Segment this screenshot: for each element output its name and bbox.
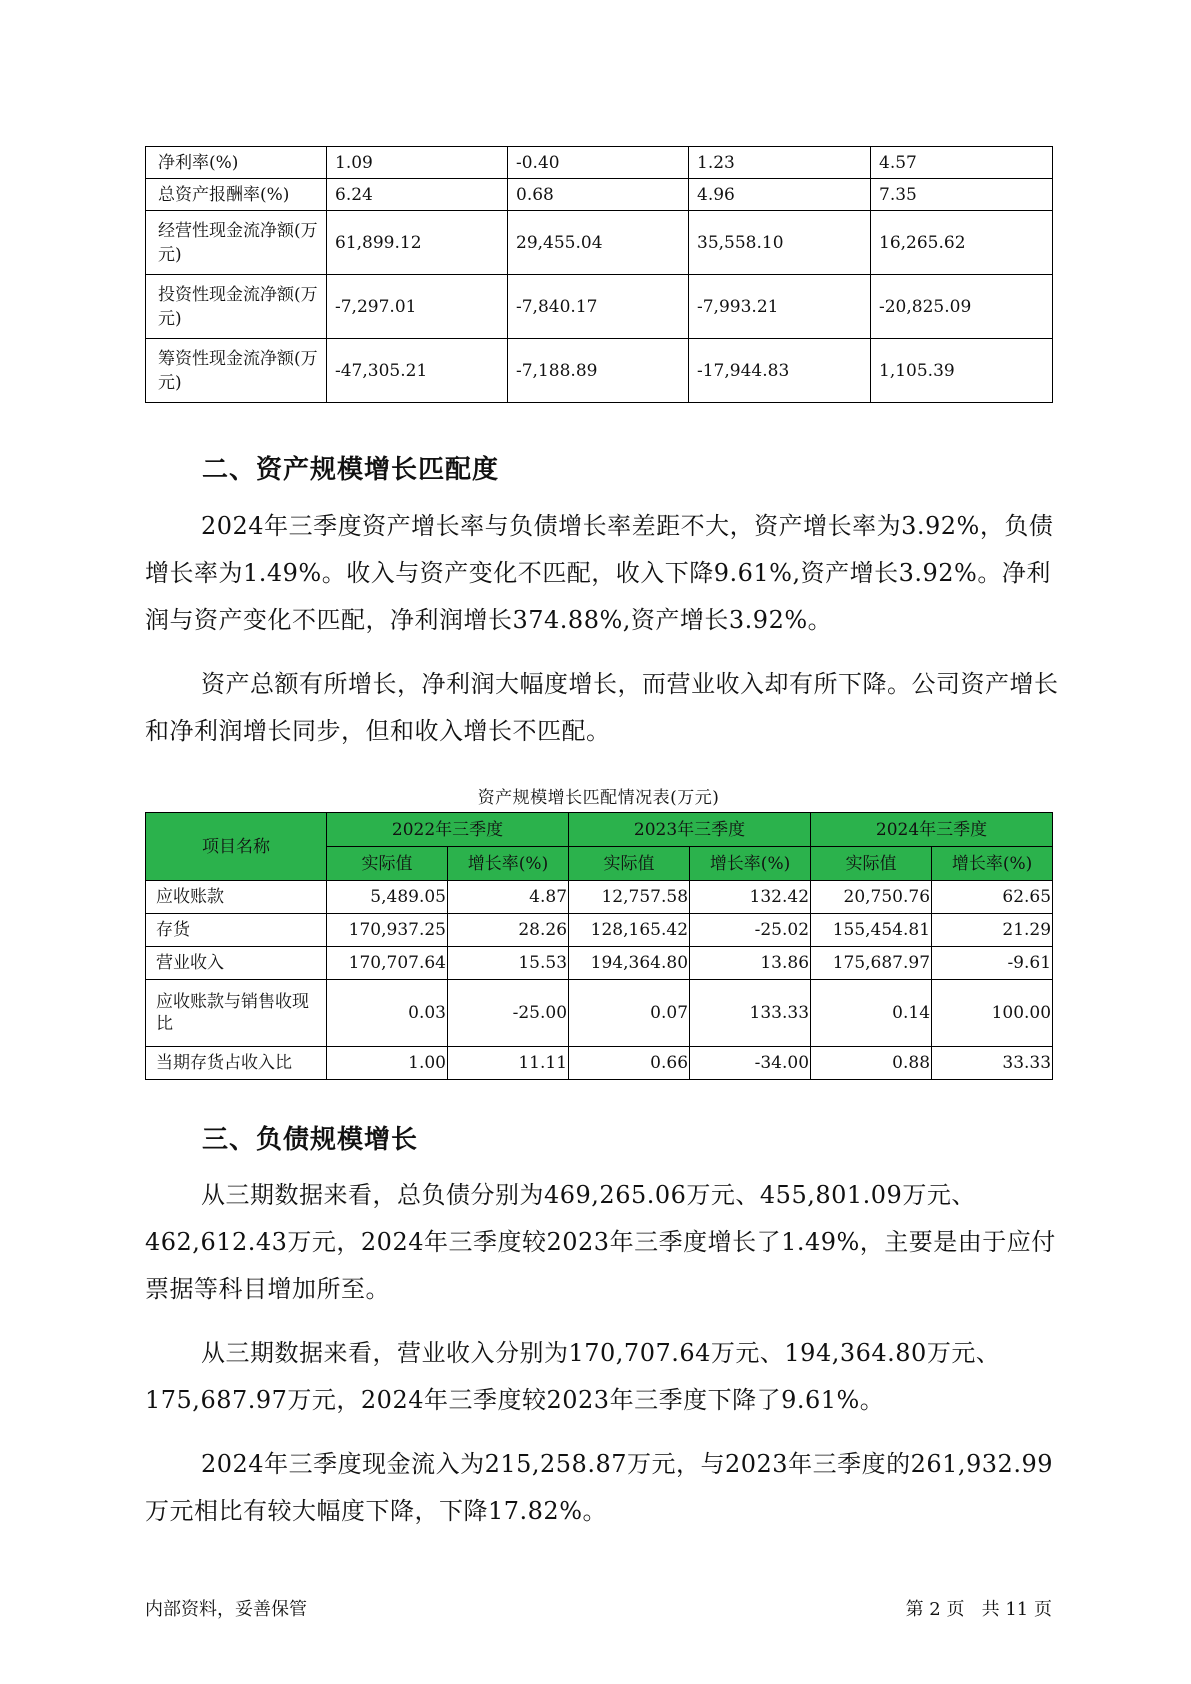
table-caption: 资产规模增长匹配情况表(万元) [477,788,720,808]
table-cell: 0.07 [569,980,690,1047]
table-cell: 1.23 [689,147,871,179]
row-label: 应收账款与销售收现比 [146,980,327,1047]
row-label: 经营性现金流净额(万元) [146,211,327,275]
table-cell: 132.42 [690,881,811,914]
table-cell: 15.53 [448,947,569,980]
table-row [146,947,1053,980]
column-header-actual: 实际值 [569,847,690,881]
table-cell: -9.61 [932,947,1053,980]
table-cell: -7,297.01 [327,275,508,339]
table-cell: 6.24 [327,179,508,211]
table-cell: -7,993.21 [689,275,871,339]
table-cell: -34.00 [690,1047,811,1080]
section-heading-asset-growth: 二、资产规模增长匹配度 [202,455,500,485]
table-cell: -20,825.09 [871,275,1053,339]
table-cell: 133.33 [690,980,811,1047]
table-cell: -17,944.83 [689,339,871,403]
table-cell: 1,105.39 [871,339,1053,403]
table-cell: -25.02 [690,914,811,947]
table-row [146,339,1053,403]
table-cell: 62.65 [932,881,1053,914]
table-cell: 13.86 [690,947,811,980]
table-cell: -7,840.17 [508,275,689,339]
table-cell: 4.96 [689,179,871,211]
row-label: 当期存货占收入比 [146,1047,327,1080]
financial-metrics-table [145,146,1053,403]
table-cell: -47,305.21 [327,339,508,403]
footer-confidential-note: 内部资料，妥善保管 [145,1599,307,1620]
table-cell: 35,558.10 [689,211,871,275]
table-cell: 1.09 [327,147,508,179]
table-cell: 29,455.04 [508,211,689,275]
table-cell: 5,489.05 [327,881,448,914]
table-row [146,980,1053,1047]
paragraph: 2024年三季度现金流入为215,258.87万元，与2023年三季度的261,932.99万元相比有较大幅度下降，下降17.82%。 [145,1450,1053,1525]
table-cell: 0.14 [811,980,932,1047]
table-row [146,275,1053,339]
table-cell: 0.66 [569,1047,690,1080]
table-cell: 28.26 [448,914,569,947]
column-header-period: 2024年三季度 [811,813,1053,847]
paragraph: 2024年三季度资产增长率与负债增长率差距不大，资产增长率为3.92%，负债增长率为1.49%。收入与资产变化不匹配，收入下降9.61%,资产增长3.92%。净利润与资产变化不匹配，净利润增长374.88%,资产增长3.92%。 [145,512,1054,634]
table-row [146,179,1053,211]
table-cell: 170,707.64 [327,947,448,980]
table-cell: 0.68 [508,179,689,211]
paragraph: 从三期数据来看，总负债分别为469,265.06万元、455,801.09万元、462,612.43万元，2024年三季度较2023年三季度增长了1.49%，主要是由于应付票据等科目增加所至。 [145,1181,1056,1303]
table-cell: 194,364.80 [569,947,690,980]
table-cell: 20,750.76 [811,881,932,914]
row-label: 净利率(%) [146,147,327,179]
table-cell: 4.87 [448,881,569,914]
table-cell: 16,265.62 [871,211,1053,275]
column-header-growth: 增长率(%) [932,847,1053,881]
row-label: 营业收入 [146,947,327,980]
row-label: 筹资性现金流净额(万元) [146,339,327,403]
table-cell: -7,188.89 [508,339,689,403]
column-header-period: 2022年三季度 [327,813,569,847]
table-cell: 100.00 [932,980,1053,1047]
column-header-actual: 实际值 [811,847,932,881]
table-cell: 11.11 [448,1047,569,1080]
section-heading-liability-growth: 三、负债规模增长 [202,1125,419,1155]
column-header-growth: 增长率(%) [690,847,811,881]
table-cell: 155,454.81 [811,914,932,947]
table-cell: 170,937.25 [327,914,448,947]
row-label: 存货 [146,914,327,947]
footer-page-number: 第 2 页 共 11 页 [905,1599,1052,1620]
table-cell: 12,757.58 [569,881,690,914]
table-cell: -0.40 [508,147,689,179]
table-cell: 21.29 [932,914,1053,947]
asset-growth-match-table [145,812,1053,1080]
table-row [146,147,1053,179]
row-label: 应收账款 [146,881,327,914]
table-row [146,211,1053,275]
table-cell: 0.88 [811,1047,932,1080]
table-row [146,881,1053,914]
table-header-row [146,813,1053,847]
table-cell: -25.00 [448,980,569,1047]
table-row [146,914,1053,947]
table-cell: 33.33 [932,1047,1053,1080]
paragraph: 从三期数据来看，营业收入分别为170,707.64万元、194,364.80万元、175,687.97万元，2024年三季度较2023年三季度下降了9.61%。 [145,1339,1001,1414]
table-cell: 7.35 [871,179,1053,211]
column-header-item: 项目名称 [146,813,327,881]
column-header-growth: 增长率(%) [448,847,569,881]
paragraph: 资产总额有所增长，净利润大幅度增长，而营业收入却有所下降。公司资产增长和净利润增长同步，但和收入增长不匹配。 [145,670,1059,745]
column-header-actual: 实际值 [327,847,448,881]
column-header-period: 2023年三季度 [569,813,811,847]
row-label: 投资性现金流净额(万元) [146,275,327,339]
table-cell: 175,687.97 [811,947,932,980]
table-cell: 0.03 [327,980,448,1047]
table-cell: 61,899.12 [327,211,508,275]
table-cell: 1.00 [327,1047,448,1080]
table-row [146,1047,1053,1080]
table-cell: 4.57 [871,147,1053,179]
row-label: 总资产报酬率(%) [146,179,327,211]
table-cell: 128,165.42 [569,914,690,947]
